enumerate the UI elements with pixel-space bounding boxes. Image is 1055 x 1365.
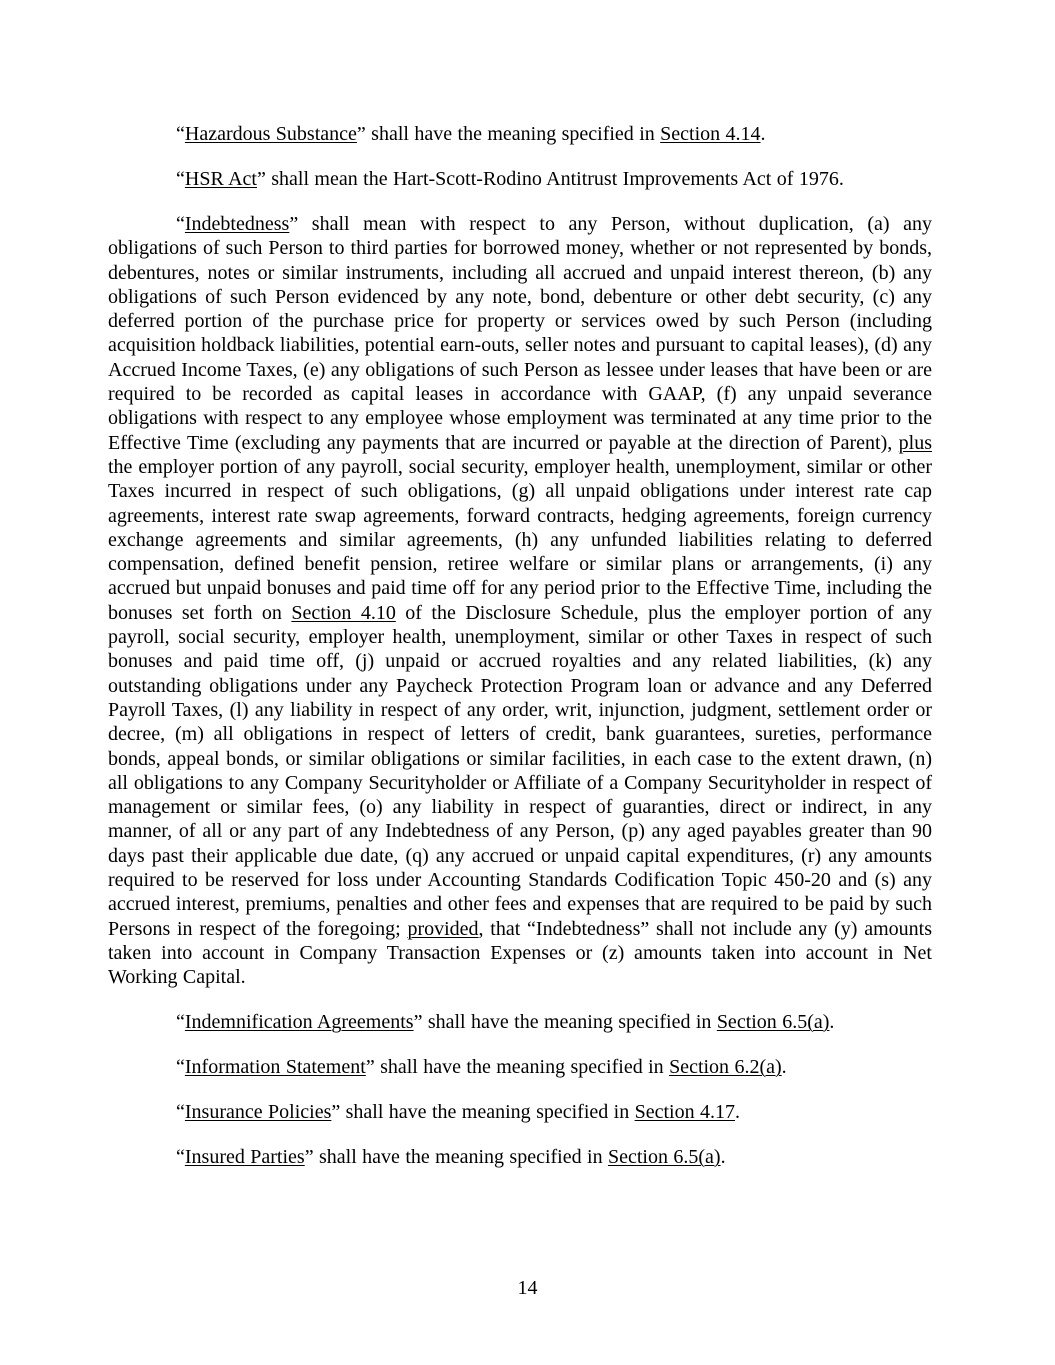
- text-run: “: [176, 212, 185, 235]
- text-run: “: [176, 123, 185, 145]
- underlined-term: Information Statement: [184, 1056, 366, 1079]
- text-run: ” shall mean the Hart-Scott-Rodino Antitrust Improvements Act of 1976.: [256, 167, 844, 190]
- text-run: .: [720, 1146, 726, 1169]
- underlined-term: plus: [898, 431, 932, 454]
- document-content: [108, 122, 932, 1190]
- text-run: ” shall have the meaning specified in: [304, 1146, 608, 1169]
- definition-indebtedness: [108, 212, 932, 990]
- definition-hazardous-substance: [108, 122, 932, 146]
- underlined-term: provided: [407, 917, 479, 940]
- text-run: ” shall have the meaning specified in: [365, 1056, 670, 1079]
- underlined-term: Indemnification Agreements: [184, 1011, 414, 1034]
- underlined-term: Hazardous Substance: [184, 123, 357, 145]
- underlined-term: Section 4.10: [291, 601, 396, 624]
- text-run: .: [781, 1056, 787, 1079]
- text-run: ” shall have the meaning specified in: [356, 123, 661, 145]
- text-run: ” shall have the meaning specified in: [331, 1101, 635, 1124]
- underlined-term: Indebtedness: [184, 212, 290, 235]
- definition-insured-parties: [108, 1145, 932, 1169]
- underlined-term: Insurance Policies: [184, 1101, 332, 1124]
- underlined-term: Insured Parties: [184, 1146, 305, 1169]
- text-run: .: [829, 1011, 835, 1034]
- underlined-term: HSR Act: [184, 167, 257, 190]
- definition-insurance-policies: [108, 1100, 932, 1124]
- text-run: .: [760, 123, 766, 145]
- underlined-term: Section 6.5(a): [716, 1011, 830, 1034]
- text-run: “: [176, 1101, 185, 1124]
- definition-indemnification-agreements: [108, 1010, 932, 1034]
- page-number: 14: [517, 1277, 538, 1299]
- text-run: “: [176, 1146, 185, 1169]
- text-run: “: [176, 1011, 185, 1034]
- text-run: , that “Indebtedness” shall not include any (y) amounts taken into account in Company Transaction Expenses or (z) amounts taken into account in Net Working Capital.: [108, 917, 933, 989]
- text-run: ” shall mean with respect to any Person, without duplication, (a) any obligations of such Person to third parties for borrowed money, whether or not represented by bonds, debentures, notes or similar instruments, including all accrued and unpaid interest thereon, (b) any obligations of such Person evidenced by any note, bond, debenture or other debt security, (c) any deferred portion of the purchase price for property or services owed by such Person (including acquisition holdback liabilities, potential earn-outs, seller notes and pursuant to capital leases), (d) any Accrued Income Taxes, (e) any obligations of such Person as lessee under leases that have been or are required to be recorded as capital leases in accordance with GAAP, (f) any unpaid severance obligations with respect to any employee whose employment was terminated at any time prior to the Effective Time (excluding any payments that are incurred or payable at the direction of Parent),: [108, 212, 932, 454]
- text-run: ” shall have the meaning specified in: [413, 1011, 717, 1034]
- underlined-term: Section 4.14: [660, 123, 761, 145]
- underlined-term: Section 4.17: [634, 1101, 735, 1124]
- text-run: .: [735, 1101, 740, 1124]
- text-run: “: [176, 167, 185, 190]
- text-run: the employer portion of any payroll, social security, employer health, unemployment, similar or other Taxes incurred in respect of such obligations, (g) all unpaid obligations under interest rate cap agreements, interest rate swap agreements, forward contracts, hedging agreements, foreign currency exchange agreements and similar agreements, (h) any unfunded liabilities relating to deferred compensation, defined benefit pension, retiree welfare or similar plans or arrangements, (i) any accrued but unpaid bonuses and paid time off for any period prior to the Effective Time, including the bonuses set forth on: [108, 455, 932, 624]
- underlined-term: Section 6.2(a): [669, 1056, 782, 1079]
- text-run: “: [176, 1056, 185, 1079]
- definition-information-statement: [108, 1055, 932, 1079]
- definition-hsr-act: [108, 167, 932, 191]
- text-run: of the Disclosure Schedule, plus the employer portion of any payroll, social security, employer health, unemployment, similar or other Taxes in respect of such bonuses and paid time off, (j) unpaid or accrued royalties and any related liabilities, (k) any outstanding obligations under any Paycheck Protection Program loan or advance and any Deferred Payroll Taxes, (l) any liability in respect of any order, writ, injunction, judgment, settlement order or decree, (m) all obligations in respect of letters of credit, bank guarantees, sureties, performance bonds, appeal bonds, or similar obligations or similar facilities, in each case to the extent drawn, (n) all obligations to any Company Securityholder or Affiliate of a Company Securityholder in respect of management or similar fees, (o) any liability in respect of guaranties, direct or indirect, in any manner, of all or any part of any Indebtedness of any Person, (p) any aged payables greater than 90 days past their applicable due date, (q) any accrued or unpaid capital expenditures, (r) any amounts required to be reserved for loss under Accounting Standards Codification Topic 450-20 and (s) any accrued interest, premiums, penalties and other fees and expenses that are required to be paid by such Persons in respect of the foregoing;: [108, 601, 933, 940]
- underlined-term: Section 6.5(a): [607, 1146, 721, 1169]
